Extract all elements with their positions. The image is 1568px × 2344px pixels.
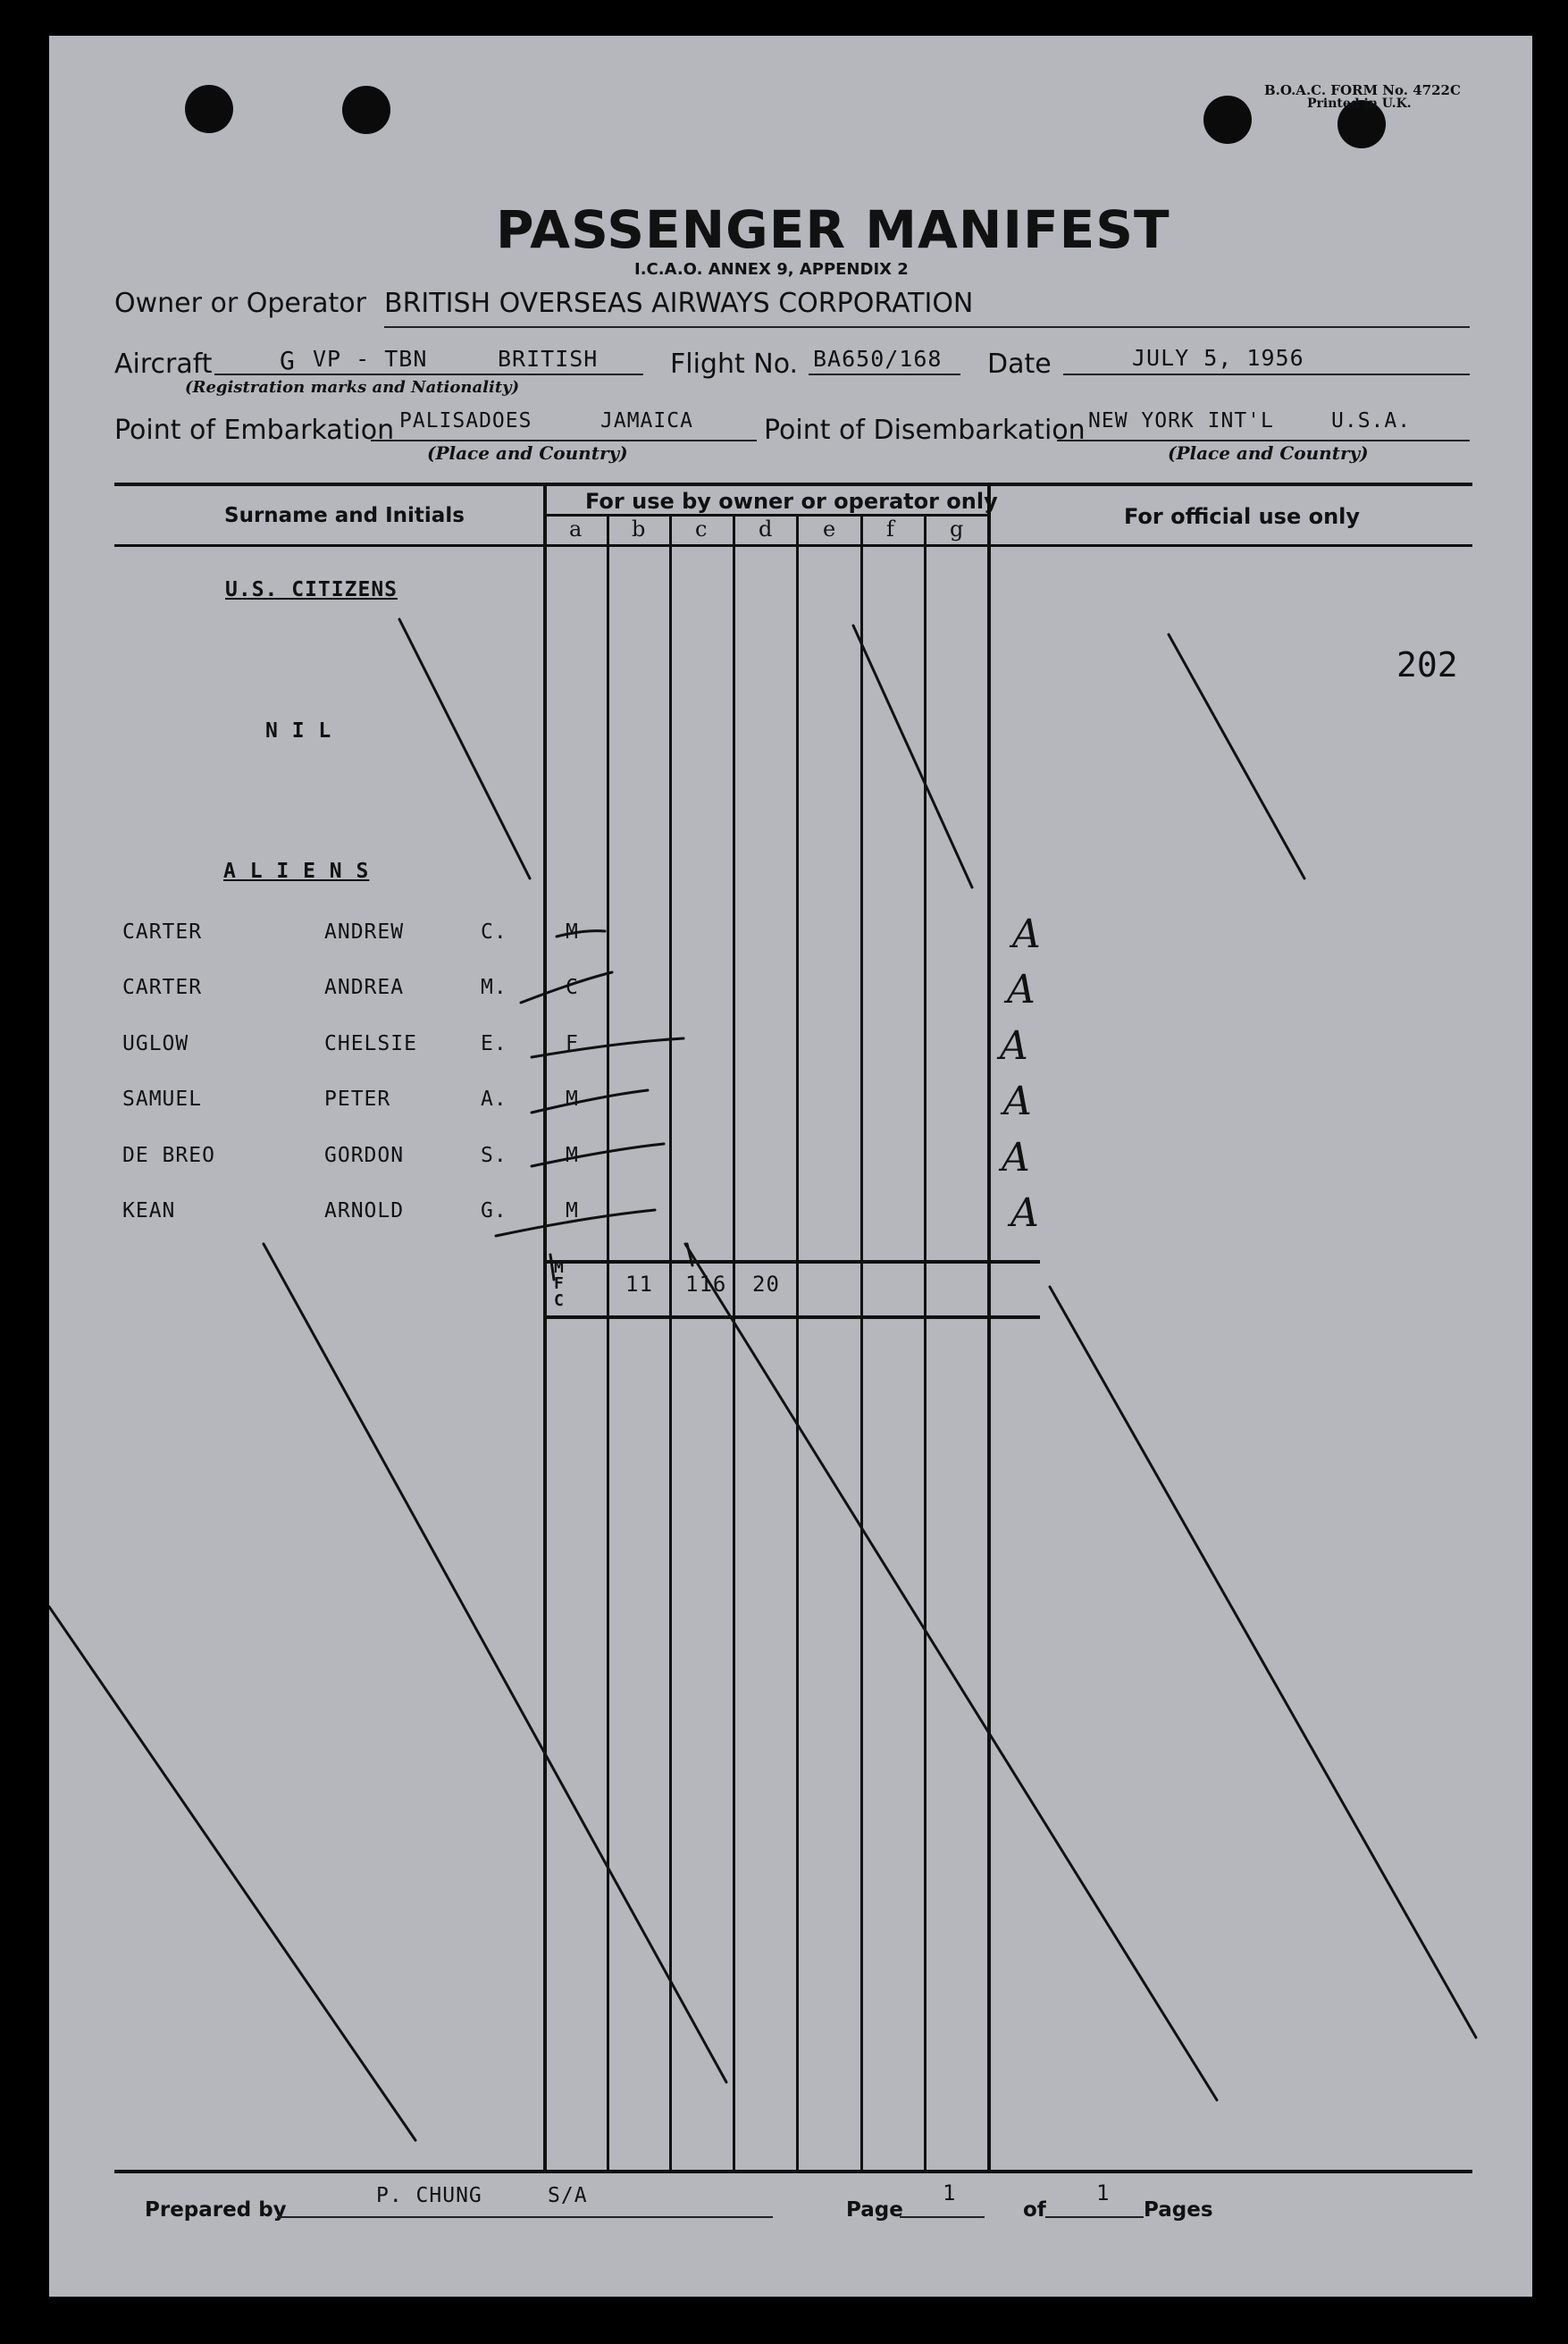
row-mark [532, 1038, 683, 1057]
row-mark [496, 1210, 655, 1236]
passenger-initial: C. [481, 920, 507, 944]
page-subtitle: I.C.A.O. ANNEX 9, APPENDIX 2 [634, 260, 909, 279]
us-citizens-heading: U.S. CITIZENS [225, 578, 398, 601]
embarkation-sub: (Place and Country) [427, 442, 628, 464]
passenger-surname: UGLOW [122, 1032, 189, 1055]
official-mark: A [1010, 1190, 1039, 1236]
passenger-sex: M [566, 1144, 579, 1167]
totals-c: 116 [685, 1272, 727, 1297]
flight-label: Flight No. [670, 349, 799, 380]
totals-tick [550, 1255, 554, 1280]
embarkation-label: Point of Embarkation [114, 415, 395, 446]
official-mark: A [1012, 912, 1041, 957]
strike-line [1169, 634, 1304, 878]
official-mark: A [1002, 1135, 1030, 1180]
col-header-f: f [886, 517, 894, 542]
passenger-first-name: CHELSIE [324, 1032, 417, 1055]
strike-line [264, 1244, 726, 2082]
surname-header: Surname and Initials [224, 504, 465, 527]
owner-label: Owner or Operator [114, 288, 366, 319]
prepared-title: S/A [548, 2184, 588, 2207]
passenger-surname: CARTER [122, 920, 203, 944]
passenger-first-name: ANDREW [324, 920, 405, 944]
printed-in: Printed in U.K. [1307, 97, 1412, 111]
prepared-value: P. CHUNG [376, 2184, 482, 2207]
operator-header: For use by owner or operator only [585, 489, 998, 514]
embarkation-place: PALISADOES [399, 409, 532, 433]
official-mark: A [1000, 1023, 1028, 1069]
passenger-first-name: ANDREA [324, 976, 405, 999]
row-mark [557, 931, 605, 937]
passenger-first-name: GORDON [324, 1144, 405, 1167]
manifest-sheet [49, 36, 1532, 2297]
col-header-g: g [950, 517, 964, 542]
aircraft-prefix: G [280, 346, 296, 375]
aircraft-label: Aircraft [114, 349, 213, 380]
totals-d: 20 [752, 1272, 780, 1297]
of-label: of [1023, 2198, 1046, 2222]
page-label: Page [846, 2198, 903, 2222]
official-mark: A [1003, 1079, 1032, 1124]
strike-line [853, 626, 972, 887]
of-value: 1 [1096, 2180, 1111, 2205]
passenger-first-name: ARNOLD [324, 1199, 405, 1222]
aircraft-nationality: BRITISH [498, 346, 599, 372]
aliens-heading: A L I E N S [223, 860, 370, 883]
totals-code-c: C [554, 1291, 565, 1310]
row-mark [532, 1090, 648, 1113]
passenger-first-name: PETER [324, 1088, 391, 1111]
passenger-surname: CARTER [122, 976, 203, 999]
disembarkation-sub: (Place and Country) [1168, 442, 1369, 464]
page-stamp-number: 202 [1396, 645, 1458, 685]
totals-b: 11 [625, 1272, 653, 1297]
passenger-initial: M. [481, 976, 507, 999]
passenger-surname: SAMUEL [122, 1088, 203, 1111]
page-value: 1 [943, 2180, 957, 2205]
embarkation-country: JAMAICA [600, 409, 693, 433]
col-header-b: b [632, 517, 646, 542]
aircraft-sub: (Registration marks and Nationality) [185, 378, 520, 397]
prepared-label: Prepared by [145, 2198, 287, 2222]
totals-code-m: M [554, 1258, 565, 1277]
passenger-surname: DE BREO [122, 1144, 215, 1167]
date-label: Date [987, 349, 1052, 380]
col-header-e: e [823, 517, 836, 542]
flight-value: BA650/168 [813, 346, 943, 372]
totals-code-f: F [554, 1274, 565, 1293]
passenger-surname: KEAN [122, 1199, 176, 1222]
col-header-c: c [695, 517, 708, 542]
passenger-sex: C [566, 976, 579, 999]
date-value: JULY 5, 1956 [1132, 345, 1304, 371]
passenger-sex: F [566, 1032, 579, 1055]
passenger-sex: M [566, 1199, 579, 1222]
disembarkation-label: Point of Disembarkation [764, 415, 1086, 446]
disembarkation-place: NEW YORK INT'L [1088, 409, 1274, 433]
strike-line [49, 1607, 415, 2140]
passenger-initial: E. [481, 1032, 507, 1055]
passenger-sex: M [566, 920, 579, 944]
passenger-initial: G. [481, 1199, 507, 1222]
aircraft-registration: VP - TBN [313, 346, 428, 372]
strike-line [399, 619, 530, 878]
passenger-initial: S. [481, 1144, 507, 1167]
col-header-d: d [759, 517, 773, 542]
official-mark: A [1007, 967, 1036, 1012]
pages-label: Pages [1144, 2198, 1213, 2222]
official-header: For official use only [1124, 504, 1361, 529]
strike-line [685, 1244, 1217, 2100]
disembarkation-country: U.S.A. [1331, 409, 1412, 433]
form-code: B.O.A.C. FORM No. 4722C [1264, 82, 1461, 98]
strike-line [1050, 1287, 1476, 2037]
passenger-initial: A. [481, 1088, 507, 1111]
passenger-sex: M [566, 1088, 579, 1111]
nil-text: N I L [265, 719, 332, 743]
row-mark [521, 972, 612, 1003]
page-title: PASSENGER MANIFEST [496, 199, 1170, 260]
row-mark [532, 1144, 664, 1166]
col-header-a: a [569, 517, 583, 542]
handwritten-strikes [49, 36, 1532, 2297]
owner-value: BRITISH OVERSEAS AIRWAYS CORPORATION [384, 288, 974, 319]
